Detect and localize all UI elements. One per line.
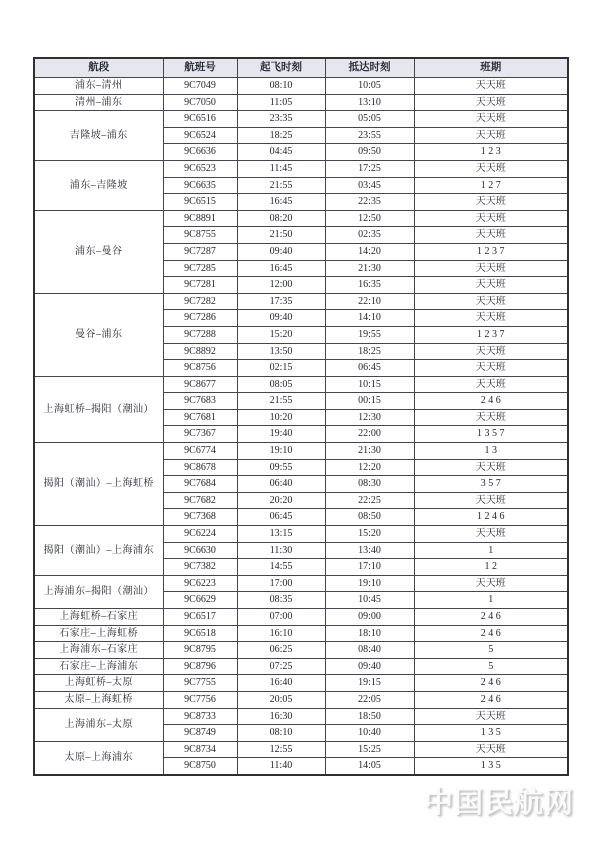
arrival-time-cell: 22:35 bbox=[325, 194, 414, 211]
departure-time-cell: 16:30 bbox=[237, 708, 325, 725]
arrival-time-cell: 22:00 bbox=[325, 426, 414, 443]
arrival-time-cell: 12:30 bbox=[325, 409, 414, 426]
frequency-cell: 2 4 6 bbox=[414, 609, 568, 626]
flight-number-cell: 9C8677 bbox=[163, 376, 237, 393]
segment-cell: 揭阳（潮汕）–上海浦东 bbox=[34, 526, 163, 576]
arrival-time-cell: 05:05 bbox=[325, 111, 414, 128]
frequency-cell: 天天班 bbox=[414, 741, 568, 758]
arrival-time-cell: 10:15 bbox=[325, 376, 414, 393]
arrival-time-cell: 10:45 bbox=[325, 592, 414, 609]
frequency-cell: 天天班 bbox=[414, 492, 568, 509]
arrival-time-cell: 14:05 bbox=[325, 758, 414, 775]
flight-number-cell: 9C8749 bbox=[163, 725, 237, 742]
arrival-time-cell: 00:15 bbox=[325, 393, 414, 410]
table-row bbox=[34, 94, 568, 111]
arrival-time-cell: 18:10 bbox=[325, 625, 414, 642]
departure-time-cell: 17:35 bbox=[237, 293, 325, 310]
departure-time-cell: 19:10 bbox=[237, 443, 325, 460]
flight-number-cell: 9C7050 bbox=[163, 94, 237, 111]
segment-cell: 石家庄–上海浦东 bbox=[34, 658, 163, 675]
frequency-cell: 1 3 5 bbox=[414, 758, 568, 775]
frequency-cell: 天天班 bbox=[414, 210, 568, 227]
table-row bbox=[34, 642, 568, 659]
segment-cell: 上海虹桥–揭阳（潮汕） bbox=[34, 376, 163, 442]
departure-time-cell: 08:10 bbox=[237, 725, 325, 742]
departure-time-cell: 06:25 bbox=[237, 642, 325, 659]
departure-time-cell: 14:55 bbox=[237, 559, 325, 576]
segment-cell: 太原–上海虹桥 bbox=[34, 691, 163, 708]
segment-cell: 上海虹桥–太原 bbox=[34, 675, 163, 692]
flight-number-cell: 9C8678 bbox=[163, 459, 237, 476]
flight-number-cell: 9C8750 bbox=[163, 758, 237, 775]
departure-time-cell: 21:55 bbox=[237, 393, 325, 410]
arrival-time-cell: 02:35 bbox=[325, 227, 414, 244]
table-row bbox=[34, 293, 568, 310]
flight-number-cell: 9C7288 bbox=[163, 326, 237, 343]
arrival-time-cell: 19:55 bbox=[325, 326, 414, 343]
arrival-time-cell: 15:25 bbox=[325, 741, 414, 758]
departure-time-cell: 10:20 bbox=[237, 409, 325, 426]
departure-time-cell: 08:20 bbox=[237, 210, 325, 227]
frequency-cell: 2 4 6 bbox=[414, 625, 568, 642]
table-row bbox=[34, 443, 568, 460]
table-row bbox=[34, 658, 568, 675]
flight-number-cell: 9C6635 bbox=[163, 177, 237, 194]
flight-number-cell: 9C6636 bbox=[163, 144, 237, 161]
departure-time-cell: 06:40 bbox=[237, 476, 325, 493]
segment-cell: 石家庄–上海虹桥 bbox=[34, 625, 163, 642]
departure-time-cell: 09:40 bbox=[237, 243, 325, 260]
frequency-cell: 天天班 bbox=[414, 526, 568, 543]
column-header-2: 起飞时刻 bbox=[237, 58, 325, 78]
departure-time-cell: 17:00 bbox=[237, 575, 325, 592]
departure-time-cell: 19:40 bbox=[237, 426, 325, 443]
frequency-cell: 天天班 bbox=[414, 708, 568, 725]
table-row bbox=[34, 675, 568, 692]
departure-time-cell: 18:25 bbox=[237, 127, 325, 144]
flight-number-cell: 9C7367 bbox=[163, 426, 237, 443]
frequency-cell: 1 2 3 7 bbox=[414, 243, 568, 260]
table-row bbox=[34, 526, 568, 543]
table-header bbox=[34, 58, 568, 78]
departure-time-cell: 16:40 bbox=[237, 675, 325, 692]
segment-cell: 上海浦东–揭阳（潮汕） bbox=[34, 575, 163, 608]
arrival-time-cell: 13:10 bbox=[325, 94, 414, 111]
arrival-time-cell: 19:15 bbox=[325, 675, 414, 692]
flight-number-cell: 9C8733 bbox=[163, 708, 237, 725]
frequency-cell: 1 2 bbox=[414, 559, 568, 576]
flight-number-cell: 9C8756 bbox=[163, 360, 237, 377]
frequency-cell: 5 bbox=[414, 658, 568, 675]
arrival-time-cell: 14:10 bbox=[325, 310, 414, 327]
frequency-cell: 1 3 5 bbox=[414, 725, 568, 742]
flight-schedule-table bbox=[33, 57, 569, 776]
segment-cell: 上海浦东–太原 bbox=[34, 708, 163, 741]
frequency-cell: 2 4 6 bbox=[414, 691, 568, 708]
arrival-time-cell: 12:20 bbox=[325, 459, 414, 476]
table-row bbox=[34, 625, 568, 642]
frequency-cell: 天天班 bbox=[414, 376, 568, 393]
flight-number-cell: 9C6516 bbox=[163, 111, 237, 128]
departure-time-cell: 11:40 bbox=[237, 758, 325, 775]
table-row bbox=[34, 708, 568, 725]
departure-time-cell: 04:45 bbox=[237, 144, 325, 161]
departure-time-cell: 20:20 bbox=[237, 492, 325, 509]
departure-time-cell: 21:55 bbox=[237, 177, 325, 194]
departure-time-cell: 06:45 bbox=[237, 509, 325, 526]
table-row bbox=[34, 78, 568, 95]
arrival-time-cell: 09:50 bbox=[325, 144, 414, 161]
table-body bbox=[34, 78, 568, 775]
flight-number-cell: 9C6515 bbox=[163, 194, 237, 211]
flight-number-cell: 9C6523 bbox=[163, 160, 237, 177]
flight-number-cell: 9C7281 bbox=[163, 277, 237, 294]
frequency-cell: 1 3 bbox=[414, 443, 568, 460]
frequency-cell: 天天班 bbox=[414, 360, 568, 377]
departure-time-cell: 16:45 bbox=[237, 260, 325, 277]
flight-number-cell: 9C7756 bbox=[163, 691, 237, 708]
departure-time-cell: 20:05 bbox=[237, 691, 325, 708]
arrival-time-cell: 23:55 bbox=[325, 127, 414, 144]
flight-number-cell: 9C8796 bbox=[163, 658, 237, 675]
flight-number-cell: 9C7382 bbox=[163, 559, 237, 576]
arrival-time-cell: 09:00 bbox=[325, 609, 414, 626]
departure-time-cell: 11:30 bbox=[237, 542, 325, 559]
flight-number-cell: 9C7287 bbox=[163, 243, 237, 260]
flight-number-cell: 9C7683 bbox=[163, 393, 237, 410]
arrival-time-cell: 22:05 bbox=[325, 691, 414, 708]
column-header-3: 抵达时刻 bbox=[325, 58, 414, 78]
frequency-cell: 2 4 6 bbox=[414, 675, 568, 692]
frequency-cell: 天天班 bbox=[414, 459, 568, 476]
arrival-time-cell: 18:25 bbox=[325, 343, 414, 360]
flight-number-cell: 9C6629 bbox=[163, 592, 237, 609]
table-row bbox=[34, 609, 568, 626]
arrival-time-cell: 16:35 bbox=[325, 277, 414, 294]
flight-number-cell: 9C8734 bbox=[163, 741, 237, 758]
flight-number-cell: 9C7286 bbox=[163, 310, 237, 327]
segment-cell: 清州–浦东 bbox=[34, 94, 163, 111]
frequency-cell: 3 5 7 bbox=[414, 476, 568, 493]
arrival-time-cell: 19:10 bbox=[325, 575, 414, 592]
flight-number-cell: 9C6224 bbox=[163, 526, 237, 543]
frequency-cell: 1 3 5 7 bbox=[414, 426, 568, 443]
departure-time-cell: 13:15 bbox=[237, 526, 325, 543]
frequency-cell: 天天班 bbox=[414, 310, 568, 327]
departure-time-cell: 11:05 bbox=[237, 94, 325, 111]
site-watermark: 中国民航网 bbox=[424, 787, 575, 819]
column-header-4: 班期 bbox=[414, 58, 568, 78]
arrival-time-cell: 22:25 bbox=[325, 492, 414, 509]
departure-time-cell: 11:45 bbox=[237, 160, 325, 177]
arrival-time-cell: 10:05 bbox=[325, 78, 414, 95]
arrival-time-cell: 10:40 bbox=[325, 725, 414, 742]
frequency-cell: 天天班 bbox=[414, 343, 568, 360]
departure-time-cell: 08:35 bbox=[237, 592, 325, 609]
segment-cell: 揭阳（潮汕）–上海虹桥 bbox=[34, 443, 163, 526]
departure-time-cell: 13:50 bbox=[237, 343, 325, 360]
arrival-time-cell: 14:20 bbox=[325, 243, 414, 260]
flight-number-cell: 9C6517 bbox=[163, 609, 237, 626]
departure-time-cell: 07:25 bbox=[237, 658, 325, 675]
flight-number-cell: 9C6524 bbox=[163, 127, 237, 144]
segment-cell: 上海虹桥–石家庄 bbox=[34, 609, 163, 626]
segment-cell: 曼谷–浦东 bbox=[34, 293, 163, 376]
frequency-cell: 天天班 bbox=[414, 94, 568, 111]
departure-time-cell: 07:00 bbox=[237, 609, 325, 626]
flight-number-cell: 9C7282 bbox=[163, 293, 237, 310]
arrival-time-cell: 17:10 bbox=[325, 559, 414, 576]
flight-number-cell: 9C6223 bbox=[163, 575, 237, 592]
arrival-time-cell: 08:40 bbox=[325, 642, 414, 659]
frequency-cell: 天天班 bbox=[414, 127, 568, 144]
segment-cell: 浦东–清州 bbox=[34, 78, 163, 95]
frequency-cell: 天天班 bbox=[414, 293, 568, 310]
arrival-time-cell: 06:45 bbox=[325, 360, 414, 377]
arrival-time-cell: 15:20 bbox=[325, 526, 414, 543]
departure-time-cell: 09:40 bbox=[237, 310, 325, 327]
departure-time-cell: 12:55 bbox=[237, 741, 325, 758]
table-header-row bbox=[34, 58, 568, 78]
frequency-cell: 天天班 bbox=[414, 277, 568, 294]
table-row bbox=[34, 741, 568, 758]
flight-number-cell: 9C8892 bbox=[163, 343, 237, 360]
arrival-time-cell: 17:25 bbox=[325, 160, 414, 177]
arrival-time-cell: 21:30 bbox=[325, 260, 414, 277]
flight-number-cell: 9C8755 bbox=[163, 227, 237, 244]
frequency-cell: 天天班 bbox=[414, 575, 568, 592]
departure-time-cell: 12:00 bbox=[237, 277, 325, 294]
arrival-time-cell: 08:50 bbox=[325, 509, 414, 526]
table-row bbox=[34, 160, 568, 177]
departure-time-cell: 15:20 bbox=[237, 326, 325, 343]
flight-number-cell: 9C8795 bbox=[163, 642, 237, 659]
frequency-cell: 天天班 bbox=[414, 409, 568, 426]
table-row bbox=[34, 575, 568, 592]
column-header-0: 航段 bbox=[34, 58, 163, 78]
table-row bbox=[34, 210, 568, 227]
arrival-time-cell: 12:50 bbox=[325, 210, 414, 227]
frequency-cell: 1 2 3 7 bbox=[414, 326, 568, 343]
frequency-cell: 天天班 bbox=[414, 227, 568, 244]
table-row bbox=[34, 111, 568, 128]
arrival-time-cell: 22:10 bbox=[325, 293, 414, 310]
frequency-cell: 天天班 bbox=[414, 160, 568, 177]
segment-cell: 浦东–曼谷 bbox=[34, 210, 163, 293]
segment-cell: 太原–上海浦东 bbox=[34, 741, 163, 775]
column-header-1: 航班号 bbox=[163, 58, 237, 78]
frequency-cell: 天天班 bbox=[414, 111, 568, 128]
departure-time-cell: 23:35 bbox=[237, 111, 325, 128]
arrival-time-cell: 09:40 bbox=[325, 658, 414, 675]
frequency-cell: 1 2 4 6 bbox=[414, 509, 568, 526]
frequency-cell: 2 4 6 bbox=[414, 393, 568, 410]
flight-number-cell: 9C8891 bbox=[163, 210, 237, 227]
arrival-time-cell: 21:30 bbox=[325, 443, 414, 460]
frequency-cell: 天天班 bbox=[414, 78, 568, 95]
frequency-cell: 天天班 bbox=[414, 260, 568, 277]
flight-number-cell: 9C6518 bbox=[163, 625, 237, 642]
flight-number-cell: 9C7368 bbox=[163, 509, 237, 526]
frequency-cell: 5 bbox=[414, 642, 568, 659]
departure-time-cell: 16:45 bbox=[237, 194, 325, 211]
departure-time-cell: 16:10 bbox=[237, 625, 325, 642]
departure-time-cell: 08:05 bbox=[237, 376, 325, 393]
frequency-cell: 1 2 3 bbox=[414, 144, 568, 161]
flight-number-cell: 9C7049 bbox=[163, 78, 237, 95]
flight-number-cell: 9C7684 bbox=[163, 476, 237, 493]
flight-number-cell: 9C6630 bbox=[163, 542, 237, 559]
arrival-time-cell: 13:40 bbox=[325, 542, 414, 559]
arrival-time-cell: 03:45 bbox=[325, 177, 414, 194]
table-row bbox=[34, 691, 568, 708]
arrival-time-cell: 18:50 bbox=[325, 708, 414, 725]
flight-number-cell: 9C6774 bbox=[163, 443, 237, 460]
flight-number-cell: 9C7682 bbox=[163, 492, 237, 509]
frequency-cell: 1 bbox=[414, 542, 568, 559]
departure-time-cell: 08:10 bbox=[237, 78, 325, 95]
flight-number-cell: 9C7755 bbox=[163, 675, 237, 692]
departure-time-cell: 02:15 bbox=[237, 360, 325, 377]
flight-number-cell: 9C7285 bbox=[163, 260, 237, 277]
table-row bbox=[34, 376, 568, 393]
departure-time-cell: 09:55 bbox=[237, 459, 325, 476]
segment-cell: 吉隆坡–浦东 bbox=[34, 111, 163, 161]
frequency-cell: 1 bbox=[414, 592, 568, 609]
frequency-cell: 天天班 bbox=[414, 194, 568, 211]
segment-cell: 浦东–吉隆坡 bbox=[34, 160, 163, 210]
flight-number-cell: 9C7681 bbox=[163, 409, 237, 426]
arrival-time-cell: 08:30 bbox=[325, 476, 414, 493]
departure-time-cell: 21:50 bbox=[237, 227, 325, 244]
frequency-cell: 1 2 7 bbox=[414, 177, 568, 194]
segment-cell: 上海浦东–石家庄 bbox=[34, 642, 163, 659]
